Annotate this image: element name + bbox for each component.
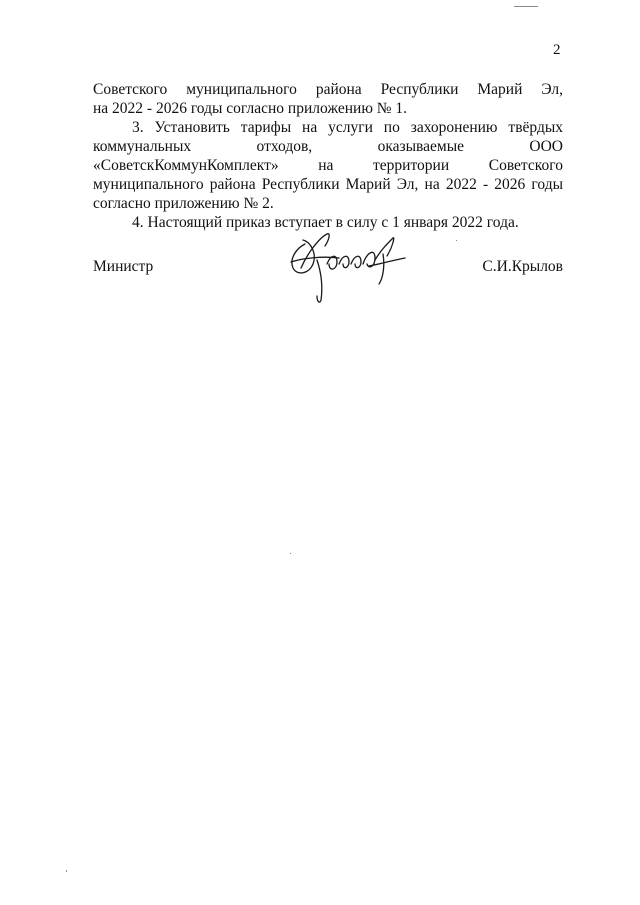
- page-number: 2: [553, 42, 561, 58]
- paragraph-continuation-end: на 2022 - 2026 годы согласно приложению № 1.: [93, 100, 408, 117]
- scan-artifact: [290, 553, 291, 554]
- document-body: [93, 80, 563, 232]
- paragraph-item-3: 3. Установить тарифы на услуги по захоронению твёрдых коммунальных отходов, оказываемые ООО «СоветскКоммунКомплект» на территории Советского муниципального района Республики Марий Эл, на 2022 - 2026 годы согласно приложению № 2.: [93, 119, 563, 212]
- paragraph-item-4: 4. Настоящий приказ вступает в силу с 1 января 2022 года.: [132, 214, 519, 231]
- scan-artifact: [456, 240, 457, 241]
- signatory-title: Министр: [93, 258, 154, 275]
- paragraph-continuation-line: Советского муниципального района Республики Марий Эл,: [93, 81, 563, 98]
- signatory-name: С.И.Крылов: [482, 258, 563, 275]
- scan-artifact: [514, 6, 538, 7]
- scan-artifact: [66, 870, 67, 872]
- handwritten-signature: [283, 224, 413, 306]
